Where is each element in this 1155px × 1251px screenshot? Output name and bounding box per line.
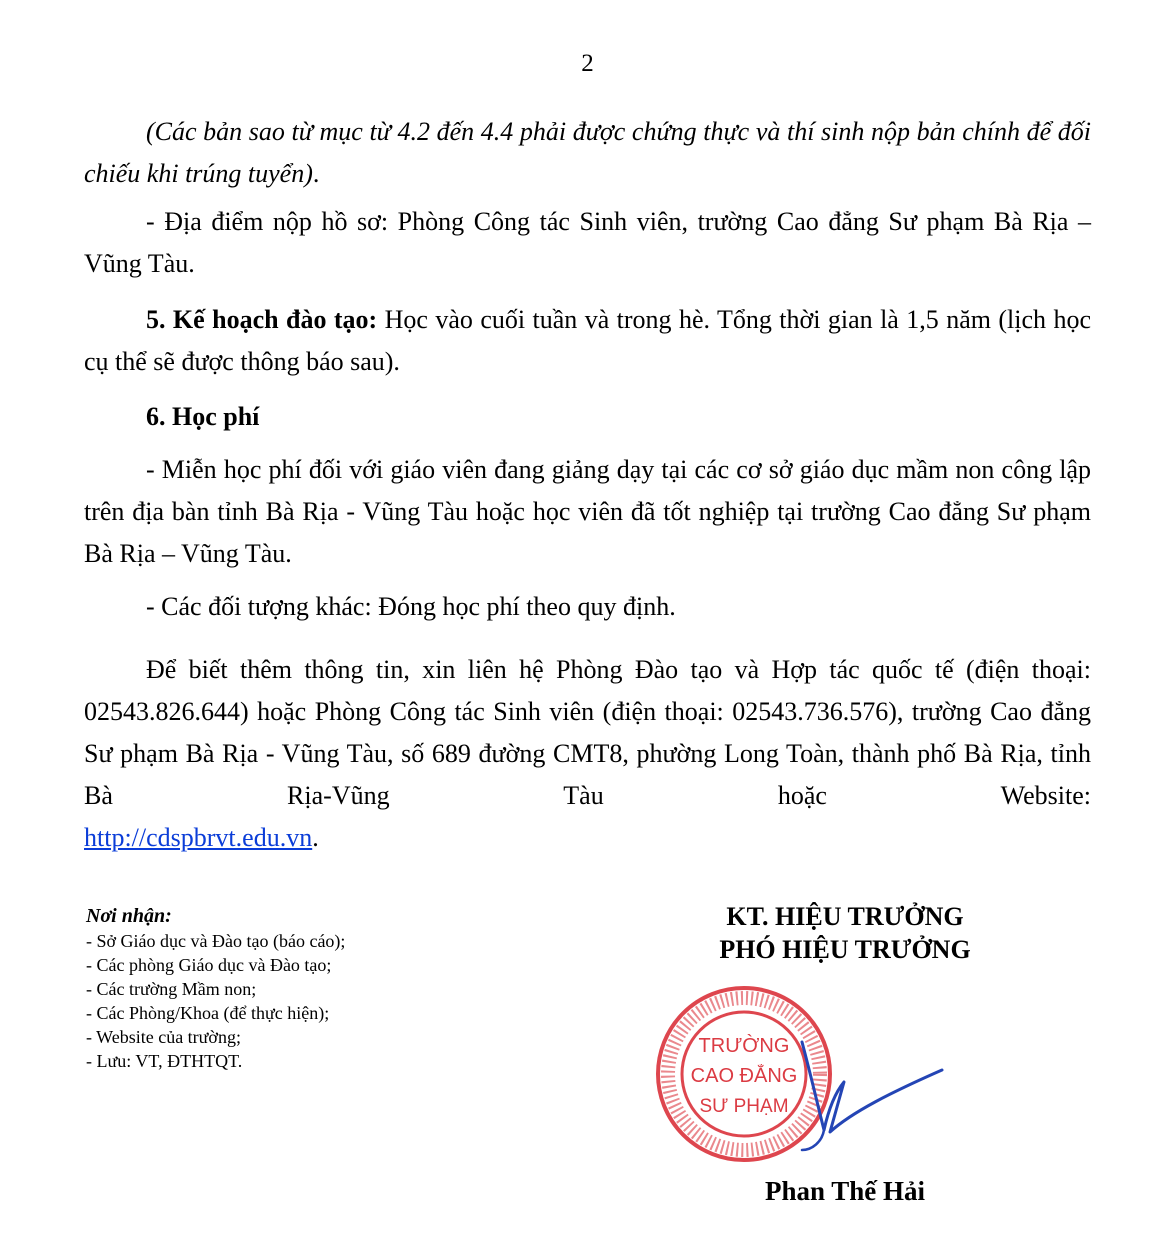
recipient-item: - Các Phòng/Khoa (để thực hiện); [86,1003,330,1023]
recipient-item: - Các phòng Giáo dục và Đào tạo; [86,955,332,975]
contact-paragraph [84,649,1091,817]
copies-note-text: (Các bản sao từ mục từ 4.2 đến 4.4 phải được chứng thực và thí sinh nộp bản chính để đối chiếu khi trúng tuyển) [84,117,1091,188]
contact-end: . [312,823,319,852]
fee-exemption: - Miễn học phí đối với giáo viên đang giảng dạy tại các cơ sở giáo dục mầm non công lập trên địa bàn tỉnh Bà Rịa - Vũng Tàu hoặc học viên đã tốt nghiệp tại trường Cao đẳng Sư phạm Bà Rịa – Vũng Tàu. [84,455,1091,568]
official-stamp [652,982,952,1172]
signature-title-line2: PHÓ HIỆU TRƯỞNG [719,935,971,964]
section-5-text: Học vào cuối tuần và trong hè. Tổng thời gian là 1,5 năm (lịch học cụ thể sẽ được thông báo sau). [84,305,1091,376]
copies-note [84,111,1091,195]
contact-link-line [84,817,1091,859]
section-5-heading: 5. Kế hoạch đào tạo: [146,305,378,334]
recipient-item: - Website của trường; [86,1027,241,1047]
recipients-title: Nơi nhận: [86,905,172,927]
signer-name: Phan Thế Hải [764,1176,926,1206]
fee-others: - Các đối tượng khác: Đóng học phí theo quy định. [146,592,676,621]
recipient-item: - Sở Giáo dục và Đào tạo (báo cáo); [86,931,346,951]
page-number: 2 [581,50,594,77]
copies-note-end: . [312,159,320,188]
svg-text:SƯ PHẠM: SƯ PHẠM [699,1096,789,1117]
contact-text: Để biết thêm thông tin, xin liên hệ Phòng Đào tạo và Hợp tác quốc tế (điện thoại: 02543.826.644) hoặc Phòng Công tác Sinh viên (điện thoại: 02543.736.576), trường Cao đẳng Sư phạm Bà Rịa - Vũng Tàu, số 689 đường CMT8, phường Long Toàn, thành phố Bà Rịa, tỉnh Bà Rịa-Vũng Tàu hoặc Website: [84,655,1091,810]
svg-text:TRƯỜNG: TRƯỜNG [698,1035,790,1057]
recipient-item: - Lưu: VT, ĐTHTQT. [86,1051,243,1071]
submission-place: - Địa điểm nộp hồ sơ: Phòng Công tác Sinh viên, trường Cao đẳng Sư phạm Bà Rịa – Vũng Tàu. [84,207,1091,278]
signature-title-line1: KT. HIỆU TRƯỞNG [726,902,964,931]
website-link[interactable]: http://cdspbrvt.edu.vn [84,823,313,852]
recipients-block [86,904,345,1073]
section-5-training-plan [84,299,1091,383]
stamp-seal [658,988,830,1160]
svg-text:CAO ĐẲNG: CAO ĐẲNG [690,1065,798,1087]
signature-title-block [672,900,1018,966]
section-6-heading: 6. Học phí [146,402,260,431]
recipient-item: - Các trường Mầm non; [86,979,257,999]
